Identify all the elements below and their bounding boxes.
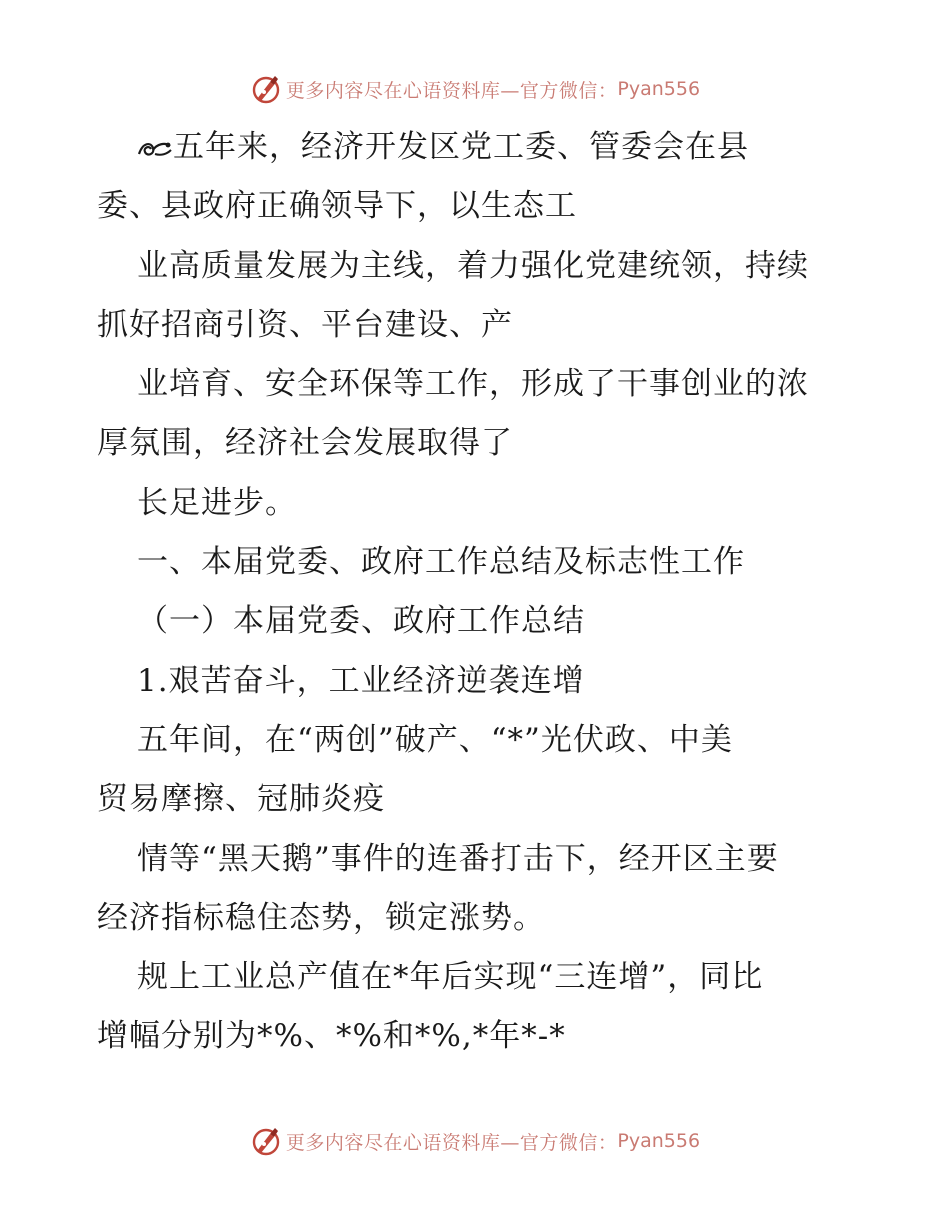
subsection-heading: （一）本届党委、政府工作总结 <box>137 603 585 640</box>
section-heading: 一、本届党委、政府工作总结及标志性工作 <box>137 544 745 581</box>
brush-pen-logo-icon <box>250 1125 282 1157</box>
paragraph-line: 长足进步。 <box>137 484 297 521</box>
paragraph-line: 厚氛围，经济社会发展取得了 <box>97 425 513 462</box>
banner-text: 更多内容尽在心语资料库—官方微信： <box>285 79 618 102</box>
banner-wechat-id: Pyan556 <box>617 1130 701 1152</box>
paragraph-line: 贸易摩擦、冠肺炎疫 <box>97 781 385 818</box>
brush-pen-logo-icon <box>250 73 282 105</box>
footer-banner <box>0 1124 950 1158</box>
banner-wechat-id: Pyan556 <box>617 78 701 100</box>
header-banner <box>0 72 950 106</box>
paragraph-line: 规上工业总产值在*年后实现“三连增”，同比 <box>137 959 764 996</box>
paragraph-line: 情等“黑天鹅”事件的连番打击下，经开区主要 <box>137 840 779 877</box>
document-body <box>97 118 857 1067</box>
flower-ornament-icon <box>137 138 173 160</box>
paragraph-text: 五年来，经济开发区党工委、管委会在县 <box>173 129 749 165</box>
paragraph-line: 五年间，在“两创”破产、“*”光伏政、中美 <box>137 721 733 758</box>
paragraph-line: 经济指标稳住态势，锁定涨势。 <box>97 899 545 936</box>
paragraph-line: 抓好招商引资、平台建设、产 <box>97 306 513 343</box>
paragraph-line: 增幅分别为*%、*%和*%,*年*-* <box>97 1018 566 1055</box>
paragraph-line: 业培育、安全环保等工作，形成了干事创业的浓 <box>137 366 809 403</box>
paragraph-line: 委、县政府正确领导下，以生态工 <box>97 188 577 225</box>
paragraph-line: 业高质量发展为主线，着力强化党建统领，持续 <box>137 247 809 284</box>
item-heading: 1.艰苦奋斗，工业经济逆袭连增 <box>137 662 585 699</box>
paragraph-line <box>97 118 857 177</box>
banner-text: 更多内容尽在心语资料库—官方微信： <box>285 1131 618 1154</box>
